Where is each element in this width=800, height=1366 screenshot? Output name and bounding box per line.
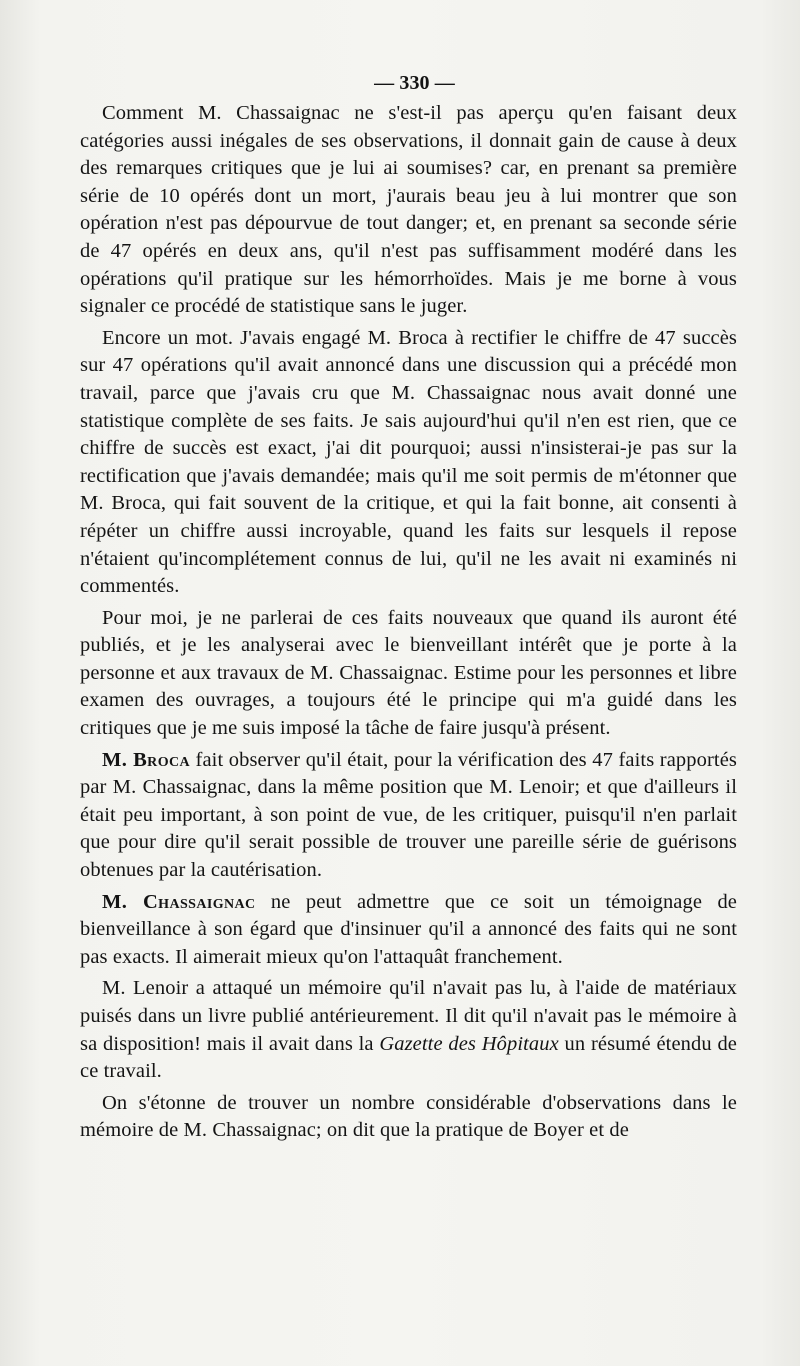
paragraph-3: Pour moi, je ne parlerai de ces faits nouveaux que quand ils auront été publiés, et je les analyserai avec le bienveillant intérêt que je porte à la personne et aux travaux de M. Chassaignac. Estime pour les personnes et libre examen des ouvrages, a toujours été le principe qui m'a guidé dans les critiques que je me suis imposé la tâche de faire jusqu'à présent.: [80, 606, 737, 740]
page-text-block: [80, 66, 737, 1149]
paragraph-5-text: ne peut admettre que ce soit un témoignage de bienveillance à son égard que d'insinuer qu'il a annoncé des faits qui ne sont pas exacts. Il aimerait mieux qu'on l'attaquât franchement.: [80, 890, 737, 968]
paragraph-5: [80, 889, 737, 972]
speaker-name-chassaignac: M. Chassaignac: [102, 890, 256, 913]
speaker-name-broca: M. Broca: [102, 748, 190, 771]
paragraph-1: Comment M. Chassaignac ne s'est-il pas aperçu qu'en faisant deux catégories aussi inégales de ses observations, il donnait gain de cause à deux des remarques critiques que je lui ai soumises? car, en prenant sa première série de 10 opérés dont un mort, j'aurais beau jeu à lui montrer que son opération n'est pas dépourvue de tout danger; et, en prenant sa seconde série de 47 opérés en deux ans, qu'il n'est pas suffisamment modéré dans les opérations qu'il pratique sur les hémorrhoïdes. Mais je me borne à vous signaler ce procédé de statistique sans le juger.: [80, 102, 737, 318]
paragraph-4: [80, 747, 737, 885]
paragraph-6-text-before: M. Lenoir a attaqué un mémoire qu'il n'avait pas lu, à l'aide de matériaux puisés dans un livre publié antérieurement. Il dit qu'il n'avait pas le mémoire à sa disposition! mais il avait dans la: [80, 977, 737, 1055]
paragraph-2: Encore un mot. J'avais engagé M. Broca à rectifier le chiffre de 47 succès sur 47 opérations qu'il avait annoncé dans une discussion qui a précédé mon travail, parce que j'avais cru que M. Chassaignac nous avait donné une statistique complète de ses faits. Je sais aujourd'hui qu'il n'en est rien, que ce chiffre de succès est exact, j'ai dit pourquoi; aussi n'insisterai-je pas sur la rectification que j'avais demandée; mais qu'il me soit permis de m'étonner que M. Broca, qui fait souvent de la critique, et qui la fait bonne, ait consenti à répéter un chiffre aussi incroyable, quand les faits sur lesquels il repose n'étaient qu'incomplétement connus de lui, qu'il ne les avait ni examinés ni commentés.: [80, 326, 737, 598]
paragraph-7: On s'étonne de trouver un nombre considérable d'observations dans le mémoire de M. Chassaignac; on dit que la pratique de Boyer et de: [80, 1091, 737, 1142]
paragraph-4-text: fait observer qu'il était, pour la vérification des 47 faits rapportés par M. Chassaignac, dans la même position que M. Lenoir; et que d'ailleurs il était peu important, à son point de vue, de les critiquer, puisqu'il n'en parlait que pour dire qu'il serait possible de trouver une pareille série de guérisons obtenues par la cautérisation.: [80, 748, 737, 882]
paragraph-6-text-after: un résumé étendu de ce travail.: [80, 1032, 737, 1083]
journal-title: Gazette des Hôpitaux: [379, 1032, 559, 1055]
paragraph-6: [80, 975, 737, 1085]
page-number: — 330 —: [374, 72, 455, 94]
